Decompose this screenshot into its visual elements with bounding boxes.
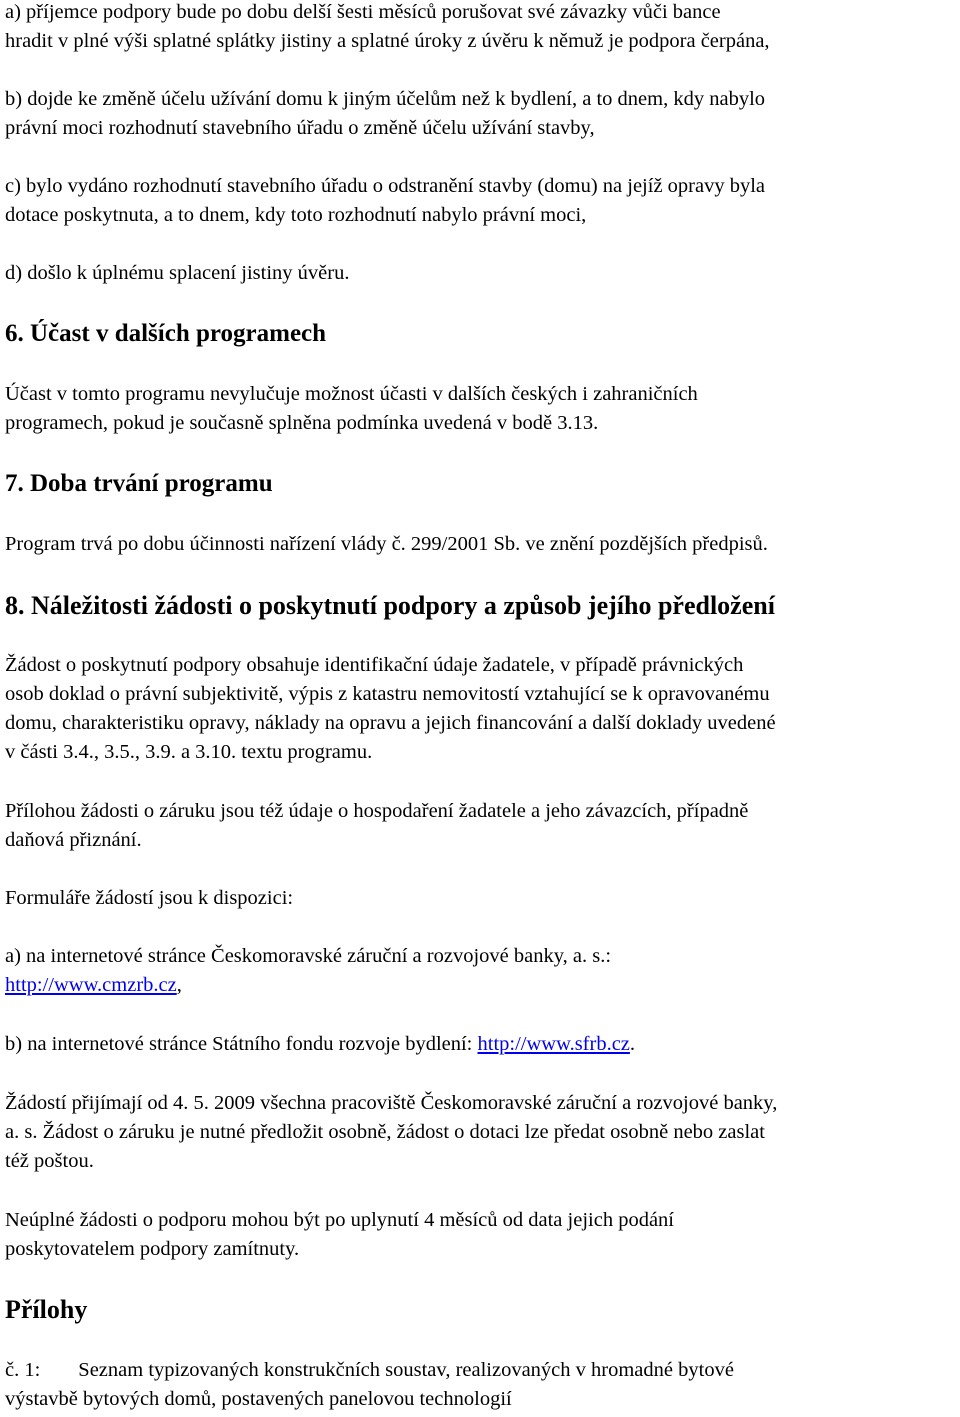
text-line [5, 1030, 960, 1059]
section-8-paragraph-4 [5, 942, 960, 1000]
section-8-heading: 8. Náležitosti žádosti o poskytnutí podpory a způsob jejího předložení [5, 591, 775, 620]
attachments-heading: Přílohy [5, 1295, 88, 1324]
text-line: výstavbě bytových domů, postavených panelovou technologií [5, 1388, 512, 1410]
text-line: dotace poskytnuta, a to dnem, kdy toto rozhodnutí nabylo právní moci, [5, 204, 587, 226]
section-7-heading: 7. Doba trvání programu [5, 470, 273, 497]
link-suffix: , [176, 974, 182, 996]
section-6-heading: 6. Účast v dalších programech [5, 320, 327, 347]
section-7-paragraph [5, 530, 960, 559]
text-line: osob doklad o právní subjektivitě, výpis z katastru nemovitostí vztahující se k opravovanému [5, 683, 770, 705]
text-line [5, 971, 960, 1000]
text-line: c) bylo vydáno rozhodnutí stavebního úřadu o odstranění stavby (domu) na jejíž opravy byla [5, 175, 766, 197]
text-line: v části 3.4., 3.5., 3.9. a 3.10. textu programu. [5, 741, 373, 763]
section-8-paragraph-3 [5, 884, 960, 913]
text-line: Neúplné žádosti o podporu mohou být po uplynutí 4 měsíců od data jejich podání [5, 1209, 674, 1231]
section-8-paragraph-1 [5, 651, 960, 767]
text-line: a) příjemce podpory bude po dobu delší šesti měsíců porušovat své závazky vůči bance [5, 1, 721, 23]
text-line: Přílohou žádosti o záruku jsou též údaje o hospodaření žadatele a jeho závazcích, případně [5, 800, 749, 822]
sfrb-link[interactable]: http://www.sfrb.cz [477, 1033, 630, 1055]
text-line: daňová přiznání. [5, 829, 142, 851]
cmzrb-link[interactable]: http://www.cmzrb.cz [5, 974, 177, 996]
text-line: hradit v plné výši splatné splátky jistiny a splatné úroky z úvěru k němuž je podpora čerpána, [5, 30, 770, 52]
section-8-paragraph-7 [5, 1206, 960, 1264]
text-line: programech, pokud je současně splněna podmínka uvedená v bodě 3.13. [5, 412, 599, 434]
text-line: domu, charakteristiku opravy, náklady na opravu a jejich financování a další doklady uvedené [5, 712, 776, 734]
link-suffix: . [629, 1033, 636, 1055]
text-line: d) došlo k úplnému splacení jistiny úvěru. [5, 262, 350, 284]
section-8-paragraph-6 [5, 1089, 960, 1176]
list-item-a [5, 0, 960, 56]
text-line: Program trvá po dobu účinnosti nařízení vlády č. 299/2001 Sb. ve znění pozdějších předpisů. [5, 533, 768, 555]
section-8-paragraph-2 [5, 797, 960, 855]
text-line: též poštou. [5, 1150, 94, 1172]
text-line: Účast v tomto programu nevylučuje možnost účasti v dalších českých i zahraničních [5, 383, 698, 405]
list-item-b [5, 85, 960, 143]
list-item-d [5, 259, 960, 288]
text-line: právní moci rozhodnutí stavebního úřadu o změně účelu užívání stavby, [5, 117, 595, 139]
section-6-paragraph [5, 380, 960, 438]
link-prefix: b) na internetové stránce Státního fondu rozvoje bydlení: [5, 1033, 478, 1055]
text-line: Žádost o poskytnutí podpory obsahuje identifikační údaje žadatele, v případě právnických [5, 654, 744, 676]
text-line: a. s. Žádost o záruku je nutné předložit osobně, žádost o dotaci lze předat osobně nebo zaslat [5, 1121, 765, 1143]
attachment-item-1 [5, 1356, 960, 1414]
text-line: a) na internetové stránce Českomoravské záruční a rozvojové banky, a. s.: [5, 945, 612, 967]
text-line: b) dojde ke změně účelu užívání domu k jiným účelům než k bydlení, a to dnem, kdy nabylo [5, 88, 766, 110]
text-line: Žádostí přijímají od 4. 5. 2009 všechna pracoviště Českomoravské záruční a rozvojové banky, [5, 1092, 778, 1114]
list-item-c [5, 172, 960, 230]
section-8-paragraph-5 [5, 1030, 960, 1059]
attachment-number: č. 1: [5, 1359, 41, 1381]
text-line: Formuláře žádostí jsou k dispozici: [5, 887, 294, 909]
attachment-title: Seznam typizovaných konstrukčních soustav, realizovaných v hromadné bytové [78, 1359, 734, 1381]
text-line: poskytovatelem podpory zamítnuty. [5, 1238, 300, 1260]
text-line [5, 1356, 960, 1385]
